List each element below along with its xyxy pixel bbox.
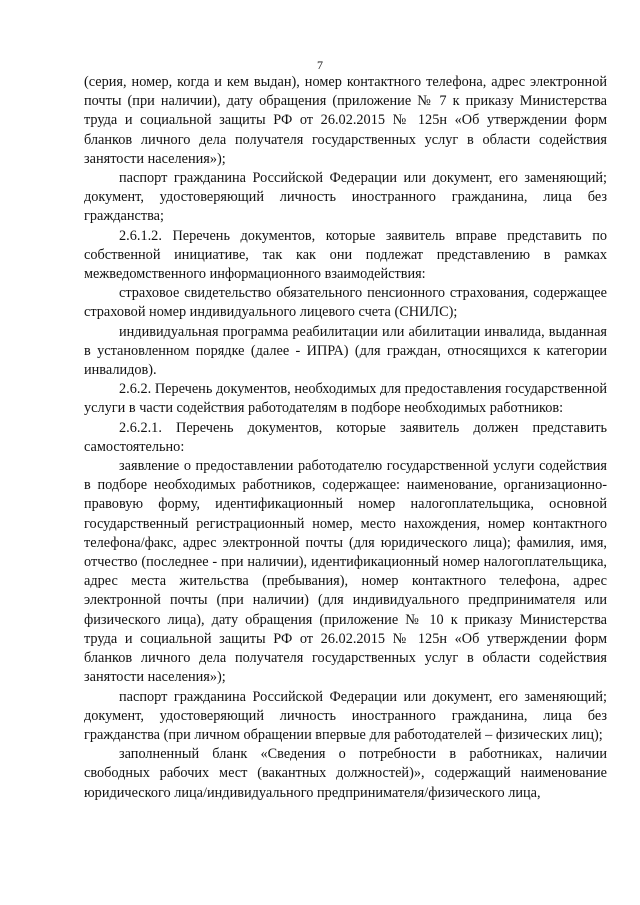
- document-body: [84, 73, 607, 803]
- paragraph-2-6-2: 2.6.2. Перечень документов, необходимых для предоставления государственной услуги в части содействия работодателям в подборе необходимых работников:: [84, 381, 607, 417]
- paragraph-snils: страховое свидетельство обязательного пенсионного страхования, содержащее страховой номер индивидуального лицевого счета (СНИЛС);: [84, 285, 607, 321]
- paragraph-2-6-2-1: 2.6.2.1. Перечень документов, которые заявитель должен представить самостоятельно:: [84, 419, 607, 455]
- paragraph-identity-documents: паспорт гражданина Российской Федерации или документ, его заменяющий; документ, удостоверяющий личность иностранного гражданина, лица без гражданства;: [84, 170, 607, 225]
- paragraph-2-6-1-2: 2.6.1.2. Перечень документов, которые заявитель вправе представить по собственной инициативе, так как они подлежат представлению в рамках межведомственного информационного взаимодействия:: [84, 227, 607, 283]
- paragraph-vacancy-form: заполненный бланк «Сведения о потребности в работниках, наличии свободных рабочих мест (вакантных должностей)», содержащий наименование юридического лица/индивидуального предпринимателя/физического лица,: [84, 746, 607, 801]
- paragraph-employer-identity: паспорт гражданина Российской Федерации или документ, его заменяющий; документ, удостоверяющий личность иностранного гражданина, лица без гражданства (при личном обращении впервые для работодателей – физических лиц);: [84, 688, 607, 743]
- page-number: 7: [317, 58, 323, 72]
- paragraph-ipra: индивидуальная программа реабилитации или абилитации инвалида, выданная в установленном порядке (далее - ИПРА) (для граждан, относящихся к категории инвалидов).: [84, 323, 607, 379]
- paragraph-passport-details: (серия, номер, когда и кем выдан), номер контактного телефона, адрес электронной почты (при наличии), дату обращения (приложение № 7 к приказу Министерства труда и социальной защиты РФ от 26.02.2015 № 125н «Об утверждении форм бланков личного дела получателя государственных услуг в области содействия занятости населения»);: [84, 74, 607, 167]
- paragraph-employer-application: заявление о предоставлении работодателю государственной услуги содействия в подборе необходимых работников, содержащее: наименование, организационно-правовую форму, идентификационный номер налогоплательщика, основной государственный регистрационный номер, место нахождения, номер контактного телефона/факс, адрес электронной почты (для юридического лица); фамилия, имя, отчество (последнее - при наличии), идентификационный номер налогоплательщика, адрес места жительства (пребывания), номер контактного телефона, адрес электронной почты (при наличии) (для индивидуального предпринимателя или физического лица), дату обращения (приложение № 10 к приказу Министерства труда и социальной защиты РФ от 26.02.2015 № 125н «Об утверждении форм бланков личного дела получателя государственных услуг в области содействия занятости населения»);: [84, 458, 607, 686]
